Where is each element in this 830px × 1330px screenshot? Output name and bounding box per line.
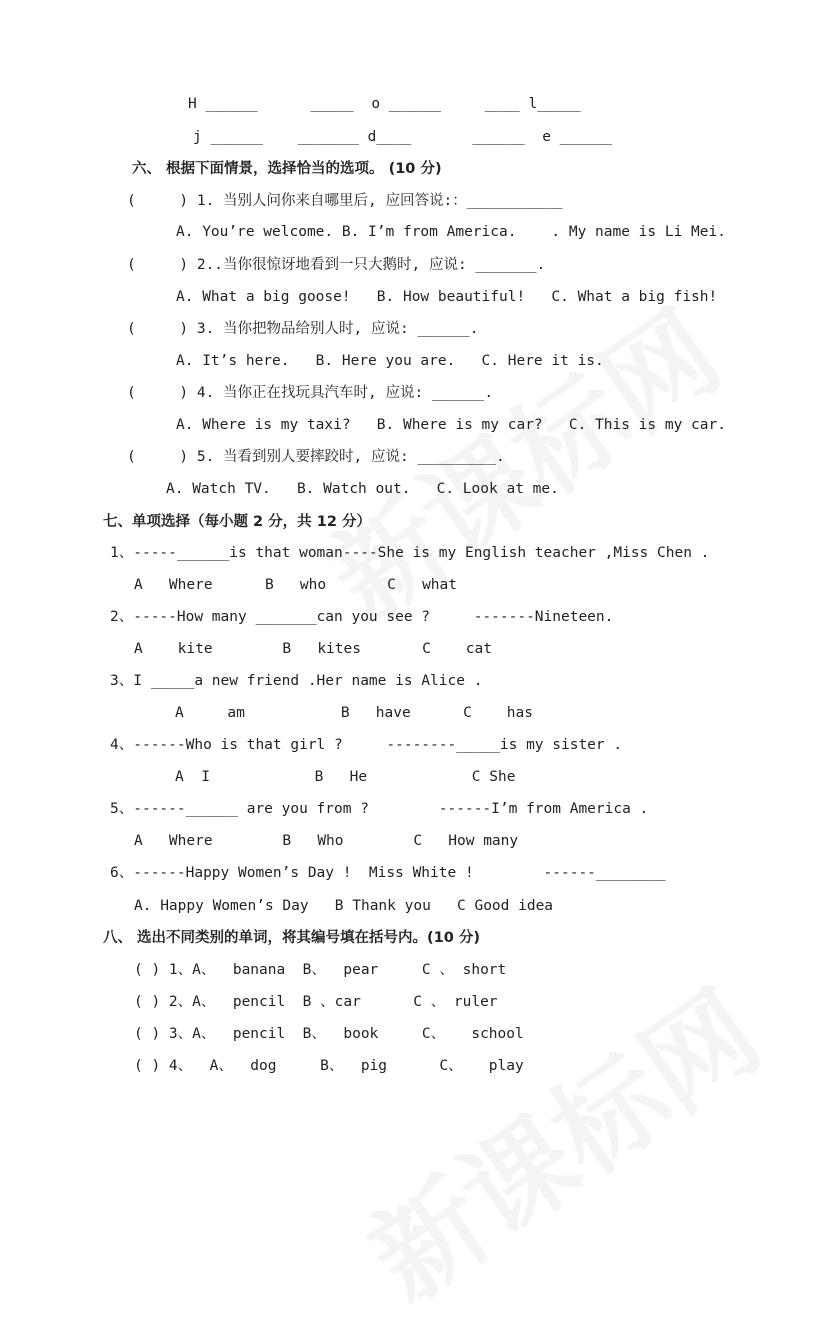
word-group: ( ) 3、A、 pencil B、 book C、 school — [134, 1026, 524, 1042]
question: 5、------______ are you from ? ------I’m from America . — [110, 801, 649, 817]
question: ( ) 4. 当你正在找玩具汽车时, 应说: ______. — [127, 385, 494, 401]
answer-options: A. It’s here. B. Here you are. C. Here it is. — [176, 353, 604, 369]
answer-options: A. What a big goose! B. How beautiful! C. What a big fish! — [176, 289, 718, 305]
answer-options: A am B have C has — [175, 705, 533, 721]
word-group: ( ) 4、 A、 dog B、 pig C、 play — [134, 1058, 524, 1074]
letter-row: j ______ _______ d____ ______ e ______ — [193, 129, 613, 145]
question: ( ) 3. 当你把物品给别人时, 应说: ______. — [127, 321, 479, 337]
answer-options: A kite B kites C cat — [134, 641, 492, 657]
question: 2、-----How many _______can you see ? -------Nineteen. — [110, 609, 614, 625]
answer-options: A. Watch TV. B. Watch out. C. Look at me. — [166, 481, 559, 497]
answer-options: A I B He C She — [175, 769, 516, 785]
section-8-heading: 八、 选出不同类别的单词，将其编号填在括号内。(10 分) — [103, 930, 481, 946]
question: 3、I _____a new friend .Her name is Alice . — [110, 673, 483, 689]
question: 1、-----______is that woman----She is my English teacher ,Miss Chen . — [110, 545, 710, 561]
answer-options: A Where B who C what — [134, 577, 458, 593]
word-group: ( ) 1、A、 banana B、 pear C 、 short — [134, 962, 507, 978]
letter-row: H ______ _____ o ______ ____ l_____ — [188, 96, 581, 112]
section-6-heading: 六、 根据下面情景，选择恰当的选项。 (10 分) — [132, 161, 442, 177]
question: ( ) 2..当你很惊讶地看到一只大鹅时, 应说: _______. — [127, 257, 546, 273]
answer-options: A. You’re welcome. B. I’m from America. . My name is Li Mei. — [176, 224, 726, 240]
word-group: ( ) 2、A、 pencil B 、car C 、 ruler — [134, 994, 498, 1010]
question: 6、------Happy Women’s Day ! Miss White ! ------________ — [110, 865, 666, 881]
section-7-heading: 七、单项选择（每小题 2 分，共 12 分） — [103, 514, 371, 530]
question: ( ) 5. 当看到别人要摔跤时, 应说: _________. — [127, 449, 505, 465]
question: 4、------Who is that girl ? --------_____is my sister . — [110, 737, 623, 753]
answer-options: A. Happy Women’s Day B Thank you C Good idea — [134, 898, 554, 914]
answer-options: A Where B Who C How many — [134, 833, 519, 849]
answer-options: A. Where is my taxi? B. Where is my car? C. This is my car. — [176, 417, 726, 433]
question: ( ) 1. 当别人问你来自哪里后, 应回答说:：___________ — [127, 193, 563, 209]
